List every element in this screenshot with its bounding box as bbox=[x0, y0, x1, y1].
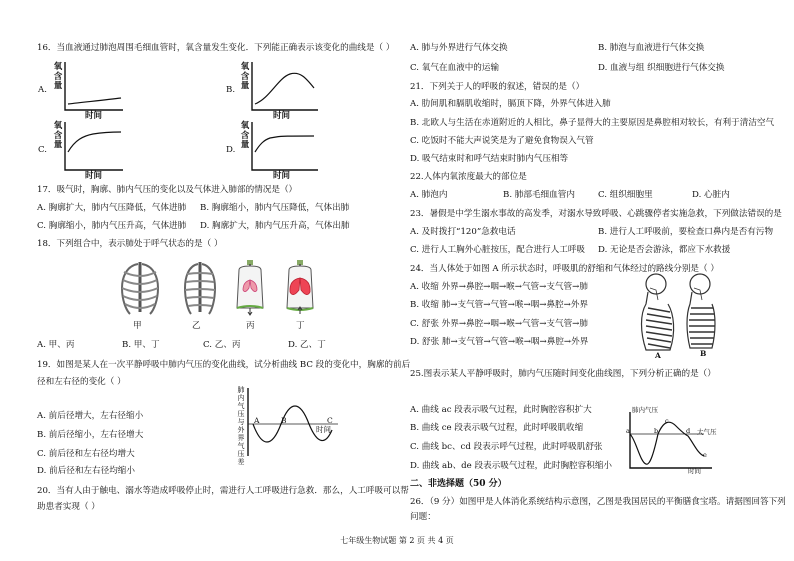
q18-label-jia: 甲 bbox=[133, 321, 142, 331]
q22-option-b: B. 肺部毛细血管内 bbox=[503, 190, 575, 200]
ribcage-expanded-icon bbox=[122, 262, 158, 314]
q16-graph-d bbox=[252, 122, 322, 172]
q25-point-d: d bbox=[686, 427, 691, 435]
q17-option-c: C. 胸廓缩小，肺内气压升高，气体进肺 bbox=[37, 221, 187, 231]
q16-graph-c bbox=[65, 122, 125, 172]
option-letter: D. bbox=[226, 145, 236, 155]
q20-option-d: D. 血液与组 织细胞进行气体交换 bbox=[598, 63, 725, 73]
q16-ylabel: 氧含量 bbox=[53, 121, 63, 150]
ribcage-contracted-icon bbox=[185, 262, 215, 314]
q19-option-b: B. 前后径缩小，左右径增大 bbox=[37, 430, 144, 440]
q20-stem-line1: 20．当有人由于触电、溺水等造成呼吸停止时，需进行人工呼吸进行急救．那么，人工呼吸可以帮 bbox=[37, 486, 409, 496]
q25-point-a: a bbox=[626, 427, 630, 435]
q23-option-b: B. 进行人工呼吸前，要检查口鼻内是否有污物 bbox=[598, 227, 774, 237]
q24-option-c: C. 舒张 外界→鼻腔→咽→喉→气管→支气管→肺 bbox=[410, 319, 588, 329]
q18-option-b: B. 甲、丁 bbox=[122, 340, 160, 350]
q19-stem-line1: 19．如图是某人在一次平静呼吸中肺内气压的变化曲线，试分析曲线 BC 段的变化中，胸廓的前后 bbox=[37, 360, 411, 370]
q22-option-d: D. 心脏内 bbox=[692, 190, 730, 200]
bell-jar-model-icon bbox=[237, 260, 263, 315]
q17-option-d: D. 胸廓扩大，肺内气压升高，气体出肺 bbox=[200, 221, 350, 231]
q17-stem: 17．吸气时，胸廓、肺内气压的变化以及气体进入肺部的情况是（） bbox=[37, 185, 298, 195]
q19-option-d: D. 前后径和左右径均缩小 bbox=[37, 466, 135, 476]
q21-option-b: B. 北欧人与生活在赤道附近的人相比，鼻子显得大的主要原因是鼻腔相对较长，有利于清洁空气 bbox=[410, 118, 775, 128]
q26-stem-line2: 问题： bbox=[410, 512, 436, 522]
q23-stem: 23．暑假是中学生溺水事故的高发季，对溺水导致呼吸、心跳骤停者实施急救，下列做法错误的是 bbox=[410, 209, 782, 219]
q25-stem: 25.图表示某人平静呼吸时，肺内气压随时间变化曲线图，下列分析正确的是（） bbox=[410, 369, 716, 379]
option-letter: B. bbox=[226, 85, 236, 95]
q16-xlabel: 时间 bbox=[85, 171, 103, 181]
q19-option-a: A. 前后径增大，左右径缩小 bbox=[37, 411, 144, 421]
q16-graph-b bbox=[252, 62, 322, 112]
torso-diagram-b-icon bbox=[687, 274, 715, 348]
q24-figure bbox=[636, 270, 726, 360]
q16-ylabel: 氧含量 bbox=[53, 62, 63, 91]
q25-pressure-graph bbox=[628, 412, 718, 472]
q19-graph-xlabel: 时间 bbox=[316, 425, 331, 434]
option-letter: A. bbox=[38, 85, 47, 95]
section-title: 二、非选择题（50 分） bbox=[410, 479, 507, 489]
option-letter: C. bbox=[38, 145, 48, 155]
q25-graph-xlabel: 时间 bbox=[688, 467, 701, 475]
torso-diagram-a-icon bbox=[642, 274, 674, 350]
q19-point-b: B bbox=[281, 416, 287, 425]
q20-option-c: C. 氧气在血液中的运输 bbox=[410, 63, 500, 73]
q25-option-a: A. 曲线 ac 段表示吸气过程，此时胸腔容积扩大 bbox=[410, 405, 592, 415]
q20-stem-line2: 助患者实现（ ） bbox=[37, 502, 100, 512]
q16-xlabel: 时间 bbox=[273, 111, 291, 121]
q22-option-c: C. 组织细胞里 bbox=[598, 190, 653, 200]
q26-stem-line1: 26．（9 分）如图甲是人体消化系统结构示意图，乙图是我国居民的平衡膳食宝塔。请据图回答下列 bbox=[410, 497, 786, 507]
q22-option-a: A. 肺泡内 bbox=[410, 190, 448, 200]
q24-option-b: B. 收缩 肺→支气管→气管→喉→咽→鼻腔→外界 bbox=[410, 300, 589, 310]
q19-option-c: C. 前后径和左右径均增大 bbox=[37, 449, 135, 459]
q22-stem: 22.人体内氧浓度最大的部位是 bbox=[410, 172, 527, 182]
q25-option-d: D. 曲线 ab、de 段表示吸气过程，此时胸腔容积缩小 bbox=[410, 461, 613, 471]
q17-option-b: B. 胸廓缩小，肺内气压降低，气体出肺 bbox=[200, 203, 350, 213]
q19-graph-ylabel: 肺内气压与外界气压差 bbox=[237, 386, 245, 466]
q23-option-c: C. 进行人工胸外心脏按压，配合进行人工呼吸 bbox=[410, 245, 586, 255]
bell-jar-model-icon bbox=[287, 260, 313, 314]
q25-option-c: C. 曲线 bc、cd 段表示呼气过程，此时呼吸肌舒张 bbox=[410, 442, 603, 452]
q18-label-yi: 乙 bbox=[192, 321, 201, 331]
q19-point-a: A bbox=[254, 416, 260, 425]
q18-figure bbox=[120, 258, 350, 316]
q17-option-a: A. 胸廓扩大，肺内气压降低，气体进肺 bbox=[37, 203, 187, 213]
q18-label-bing: 丙 bbox=[246, 321, 255, 331]
q18-stem: 18．下列组合中，表示肺处于呼气状态的是（ ） bbox=[37, 239, 223, 249]
q23-option-d: D. 无论是否会游泳，都应下水救援 bbox=[598, 245, 731, 255]
q16-ylabel: 氧含量 bbox=[240, 62, 250, 91]
q16-ylabel: 氧含量 bbox=[240, 121, 250, 150]
q24-label-a: A bbox=[655, 351, 661, 360]
q21-stem: 21．下列关于人的呼吸的叙述，错误的是（） bbox=[410, 82, 585, 92]
q24-option-d: D. 舒张 肺→支气管→气管→喉→咽→鼻腔→外界 bbox=[410, 337, 589, 347]
page-footer: 七年级生物试题 第 2 页 共 4 页 bbox=[340, 536, 454, 545]
q21-option-a: A. 肋间肌和膈肌收缩时，膈顶下降，外界气体进入肺 bbox=[410, 99, 611, 109]
q25-option-b: B. 曲线 ce 段表示吸气过程，此时呼吸肌收缩 bbox=[410, 423, 584, 433]
q16-graph-a bbox=[65, 62, 125, 112]
q25-point-e: e bbox=[703, 451, 707, 459]
q19-point-c: C bbox=[327, 416, 333, 425]
q21-option-c: C. 吃饭时不能大声说笑是为了避免食物误入气管 bbox=[410, 136, 594, 146]
q24-option-a: A. 收缩 外界→鼻腔→咽→喉→气管→支气管→肺 bbox=[410, 282, 588, 292]
q25-graph-ref: 大气压 bbox=[697, 428, 717, 436]
q20-option-b: B. 肺泡与血液进行气体交换 bbox=[598, 43, 705, 53]
q25-graph-ylabel: 肺内气压 bbox=[632, 406, 658, 414]
q20-option-a: A. 肺与外界进行气体交换 bbox=[410, 43, 508, 53]
q19-stem-line2: 径和左右径的变化（ ） bbox=[37, 377, 126, 387]
q21-option-d: D. 吸气结束时和呼气结束时肺内气压相等 bbox=[410, 154, 569, 164]
q23-option-a: A. 及时拨打“120”急救电话 bbox=[410, 227, 516, 237]
q18-option-c: C. 乙、丙 bbox=[203, 340, 241, 350]
q18-option-d: D. 乙、丁 bbox=[288, 340, 326, 350]
q18-option-a: A. 甲、丙 bbox=[37, 340, 75, 350]
q16-stem: 16．当血液通过肺泡周围毛细血管时，氧含量发生变化．下列能正确表示该变化的曲线是（ ） bbox=[37, 43, 395, 53]
q25-point-c: c bbox=[665, 417, 669, 425]
q25-point-b: b bbox=[654, 427, 659, 435]
q16-xlabel: 时间 bbox=[273, 171, 291, 181]
q24-label-b: B bbox=[700, 349, 707, 358]
q18-label-ding: 丁 bbox=[296, 321, 305, 331]
q24-stem: 24．当人体处于如图 A 所示状态时，呼吸肌的舒缩和气体经过的路线分别是（ ） bbox=[410, 264, 719, 274]
q16-xlabel: 时间 bbox=[85, 111, 103, 121]
